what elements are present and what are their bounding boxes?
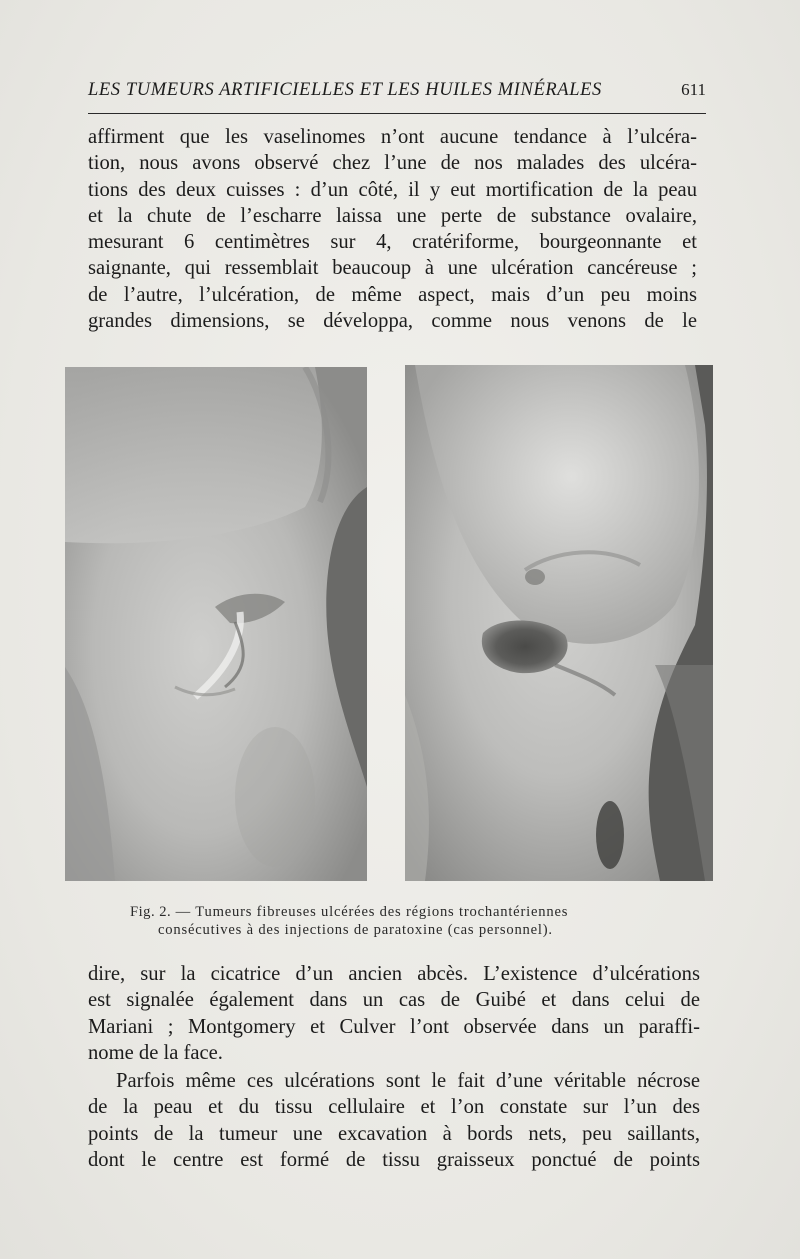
text-line: dire, sur la cicatrice d’un ancien abcès. L’existence d’ulcérations bbox=[88, 963, 700, 985]
figure-label: Fig. 2. bbox=[130, 904, 172, 920]
text-line: saignante, qui ressemblait beaucoup à une ulcération cancéreuse ; bbox=[88, 257, 697, 280]
text-line: dont le centre est formé de tissu graisseux ponctué de points bbox=[88, 1148, 700, 1171]
paragraph-bottom bbox=[88, 1068, 700, 1173]
text-line: points de la tumeur une excavation à bords nets, peu saillants, bbox=[88, 1122, 700, 1145]
text-line: grandes dimensions, se développa, comme nous venons de le bbox=[88, 310, 697, 333]
paragraph-top bbox=[88, 124, 697, 334]
figure-photo-left bbox=[65, 367, 367, 881]
text-line: mesurant 6 centimètres sur 4, cratériforme, bourgeonnante et bbox=[88, 231, 697, 254]
running-header bbox=[88, 80, 706, 108]
page-number: 611 bbox=[681, 80, 706, 99]
text-line: de l’autre, l’ulcération, de même aspect, mais d’un peu moins bbox=[88, 283, 697, 306]
paragraph-middle bbox=[88, 961, 700, 1066]
figure-caption bbox=[110, 903, 700, 939]
text-line: de la peau et du tissu cellulaire et l’on constate sur l’un des bbox=[88, 1096, 700, 1119]
text-line: Parfois même ces ulcérations sont le fait d’une véritable nécrose bbox=[116, 1070, 700, 1092]
figure-photo-right bbox=[405, 365, 713, 881]
caption-line-2: consécutives à des injections de paratoxine (cas personnel). bbox=[158, 922, 553, 938]
text-line: et la chute de l’escharre laissa une perte de substance ovalaire, bbox=[88, 204, 697, 227]
header-rule bbox=[88, 113, 706, 114]
text-line: tion, nous avons observé chez l’une de nos malades des ulcéra- bbox=[88, 152, 697, 175]
photo-right-image bbox=[405, 365, 713, 881]
text-line: nome de la face. bbox=[88, 1041, 223, 1064]
text-line: tions des deux cuisses : d’un côté, il y eut mortification de la peau bbox=[88, 178, 697, 201]
running-title: LES TUMEURS ARTIFICIELLES ET LES HUILES MINÉRALES bbox=[88, 80, 602, 100]
caption-text-1: Tumeurs fibreuses ulcérées des régions trochantériennes bbox=[195, 904, 569, 920]
text-line: affirment que les vaselinomes n’ont aucune tendance à l’ulcéra- bbox=[88, 126, 697, 148]
caption-line-1 bbox=[110, 903, 700, 921]
text-line: Mariani ; Montgomery et Culver l’ont observée dans un paraffi- bbox=[88, 1015, 700, 1038]
photo-left-image bbox=[65, 367, 367, 881]
caption-dash: — bbox=[175, 904, 192, 920]
text-line: est signalée également dans un cas de Guibé et dans celui de bbox=[88, 989, 700, 1012]
